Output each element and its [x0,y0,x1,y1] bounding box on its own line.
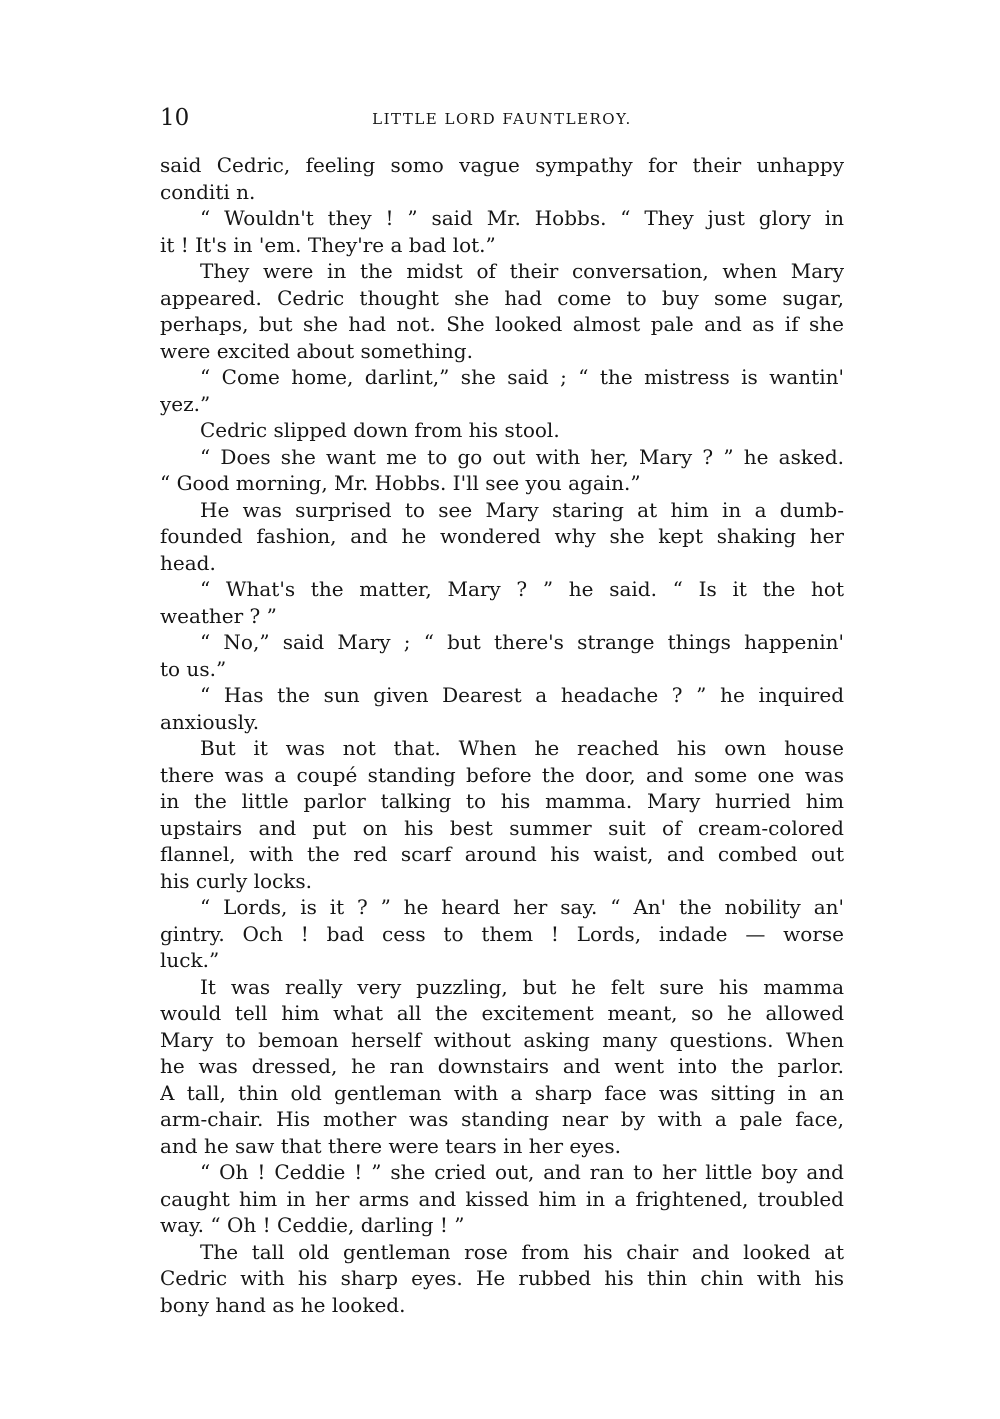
text-line: caught him in her arms and kissed him in a frightened, troubled [160,1186,844,1211]
text-line: Mary to bemoan herself without asking many questions. When [160,1027,844,1052]
text-line: But it was not that. When he reached his own house [200,736,844,760]
text-line: weather ? ” [160,603,277,628]
text-line: upstairs and put on his best summer suit of cream-colored [160,815,844,840]
text-line: there was a coupé standing before the door, and some one was [160,762,844,787]
text-line: founded fashion, and he wondered why she kept shaking her [160,524,844,548]
text-line: He was surprised to see Mary staring at him in a dumb- [200,497,844,522]
text-line: yez.” [160,391,211,416]
page-number: 10 [160,105,190,131]
text-line: perhaps, but she had not. She looked almost pale and as if she [160,312,844,336]
text-line: “ Does she want me to go out with her, Mary ? ” he asked. [200,444,844,469]
text-line: way. “ Oh ! Ceddie, darling ! ” [160,1213,465,1237]
text-line: The tall old gentleman rose from his chair and looked at [200,1239,844,1264]
text-line: flannel, with the red scarf around his waist, and combed out [160,842,844,866]
text-line: appeared. Cedric thought she had come to buy some sugar, [160,285,844,310]
text-line: said Cedric, feeling somo vague sympathy for their unhappy [160,153,844,177]
text-line: “ What's the matter, Mary ? ” he said. “ Is it the hot [200,577,844,601]
text-line: gintry. Och ! bad cess to them ! Lords, indade — worse [160,921,844,946]
text-line: he was dressed, he ran downstairs and went into the parlor. [160,1054,844,1078]
page-header [160,104,844,136]
text-line: and he saw that there were tears in her eyes. [160,1133,621,1158]
text-line: “ Lords, is it ? ” he heard her say. “ An' the nobility an' [200,895,844,919]
text-line: conditi n. [160,179,256,204]
text-line: head. [160,550,216,575]
text-line: “ Good morning, Mr. Hobbs. I'll see you again.” [160,471,641,495]
text-line: his curly locks. [160,868,312,893]
text-line: luck.” [160,948,220,972]
text-line: were excited about something. [160,338,473,363]
text-line: would tell him what all the excitement meant, so he allowed [160,1001,844,1025]
text-line: They were in the midst of their conversation, when Mary [200,259,844,283]
body-text [160,152,844,1318]
text-line: in the little parlor talking to his mamma. Mary hurried him [160,789,844,813]
text-line: “ No,” said Mary ; “ but there's strange things happenin' [200,630,844,654]
text-line: “ Oh ! Ceddie ! ” she cried out, and ran to her little boy and [200,1160,844,1184]
text-line: A tall, thin old gentleman with a sharp face was sitting in an [160,1080,844,1105]
text-line: Cedric with his sharp eyes. He rubbed his thin chin with his [160,1266,844,1290]
text-line: it ! It's in 'em. They're a bad lot.” [160,232,496,257]
text-line: anxiously. [160,709,260,734]
text-line: bony hand as he looked. [160,1292,406,1317]
text-line: “ Come home, darlint,” she said ; “ the mistress is wantin' [200,365,844,389]
text-line: It was really very puzzling, but he felt sure his mamma [200,974,844,999]
text-line: “ Has the sun given Dearest a headache ? ” he inquired [200,683,844,707]
text-line: “ Wouldn't they ! ” said Mr. Hobbs. “ They just glory in [200,206,844,230]
text-line: arm-chair. His mother was standing near by with a pale face, [160,1107,844,1131]
text-line: to us.” [160,656,227,681]
running-head: LITTLE LORD FAUNTLEROY. [372,110,632,128]
text-line: Cedric slipped down from his stool. [200,418,560,442]
